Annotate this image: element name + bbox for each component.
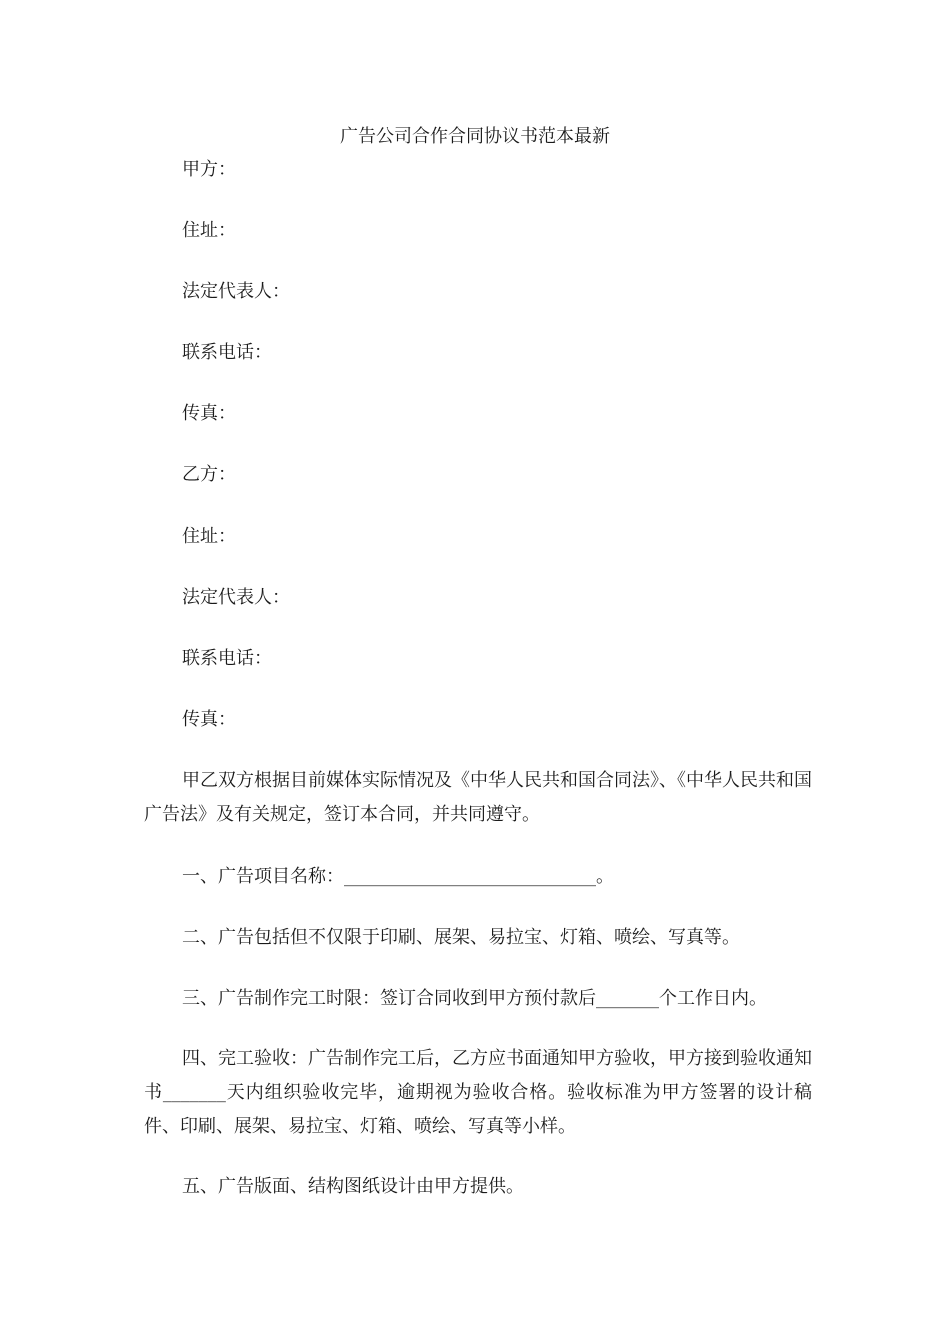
party-a-fax-label: 传真：: [182, 403, 236, 424]
clause-2: 二、广告包括但不仅限于印刷、展架、易拉宝、灯箱、喷绘、写真等。: [182, 927, 740, 948]
party-a-phone-label: 联系电话：: [182, 342, 272, 363]
clause-1: 一、广告项目名称：____________________________。: [182, 866, 614, 887]
clause-5: 五、广告版面、结构图纸设计由甲方提供。: [182, 1176, 524, 1197]
clause-4: 四、完工验收：广告制作完工后，乙方应书面通知甲方验收，甲方接到验收通知书_______天内组织验收完毕，逾期视为验收合格。验收标准为甲方签署的设计稿件、印刷、展架、易拉宝、灯箱、喷绘、写真等小样。: [144, 1048, 812, 1137]
party-b-label: 乙方：: [182, 464, 236, 485]
document-title: 广告公司合作合同协议书范本最新: [340, 126, 610, 147]
party-a-label: 甲方：: [182, 159, 236, 180]
party-a-legal-rep-label: 法定代表人：: [182, 281, 290, 302]
party-b-phone-label: 联系电话：: [182, 648, 272, 669]
preamble-paragraph: 甲乙双方根据目前媒体实际情况及《中华人民共和国合同法》、《中华人民共和国广告法》及有关规定，签订本合同，并共同遵守。: [144, 770, 812, 825]
clause-3: 三、广告制作完工时限：签订合同收到甲方预付款后_______个工作日内。: [182, 988, 767, 1009]
party-b-legal-rep-label: 法定代表人：: [182, 587, 290, 608]
party-b-fax-label: 传真：: [182, 709, 236, 730]
party-b-address-label: 住址：: [182, 526, 236, 547]
party-a-address-label: 住址：: [182, 220, 236, 241]
